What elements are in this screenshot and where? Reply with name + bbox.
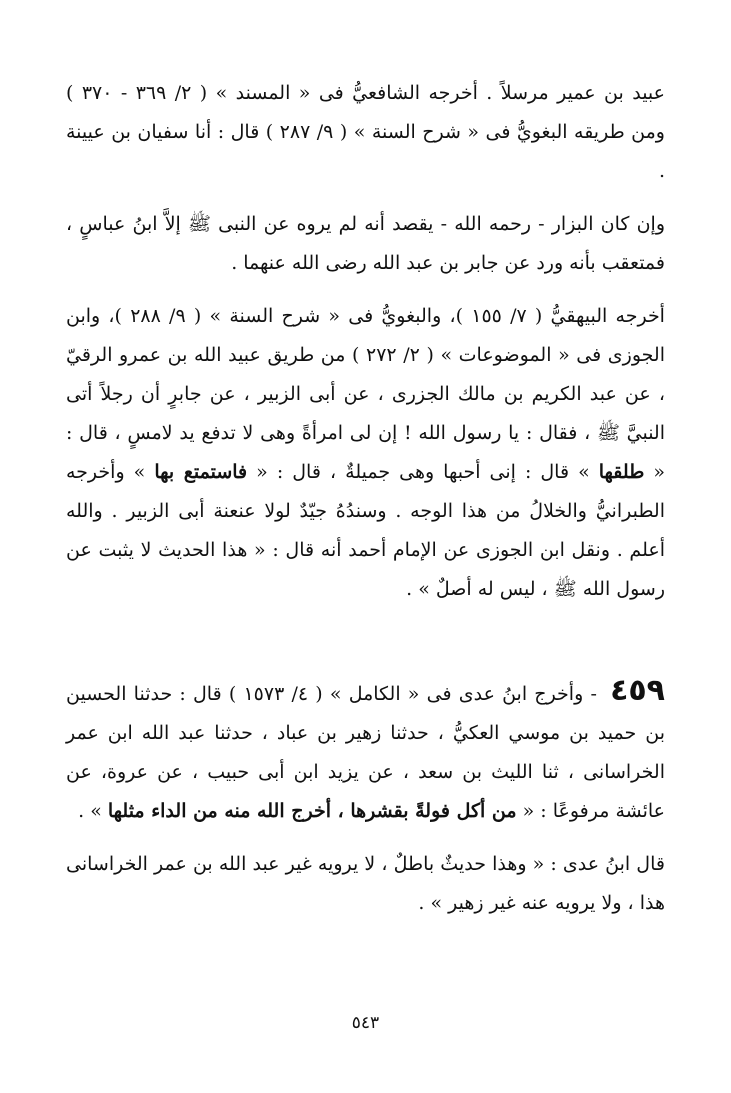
note-text-3d: » وأخرجه الطبرانيُّ والخلالُ من هذا الوجه . وسندُهُ جيّدٌ لولا عنعنة أبى الزبير . والله أعلم . ونقل ابن الجوزى عن الإمام أحمد أنه قال : « هذا الحديث لا يثبت عن رسول الله ﷺ ، ليس له أصلٌ » . [66, 461, 665, 600]
hadith-text-end: » . [78, 800, 108, 822]
hadith-paragraph [66, 671, 665, 831]
page-number: ٥٤٣ [351, 1013, 380, 1033]
note-text-3a: أخرجه البيهقيُّ ( ٧/ ١٥٥ )، والبغويُّ فى « شرح السنة » ( ٩/ ٢٨٨ )، وابن الجوزى فى « الموضوعات » ( ٢/ ٢٧٢ ) من طريق عبيد الله بن عمرو الرقيّ ، عن عبد الكريم بن مالك الجزرى ، عن أبى الزبير ، عن جابرٍ أن رجلاً أتى النبيَّ ﷺ ، فقال : يا رسول الله ! إن لى امرأةً وهى لا تدفع يد لامسٍ ، قال : « [66, 305, 665, 483]
note-paragraph-1 [66, 74, 665, 191]
page-content [66, 74, 665, 1053]
comment-text: قال ابنُ عدى : « وهذا حديثٌ باطلٌ ، لا يرويه غير عبد الله بن عمر الخراسانى هذا ، ولا يرويه عنه غير زهير » . [66, 853, 665, 914]
note-text-1: عبيد بن عمير مرسلاً . أخرجه الشافعيُّ فى « المسند » ( ٢/ ٣٦٩ - ٣٧٠ ) ومن طريقه البغويُّ فى « شرح السنة » ( ٩/ ٢٨٧ ) قال : أنا سفيان بن عيينة . [66, 82, 665, 182]
note-paragraph-3 [66, 297, 665, 609]
hadith-text: - وأخرج ابنُ عدى فى « الكامل » ( ٤/ ١٥٧٣ ) قال : حدثنا الحسين بن حميد بن موسي العكيُّ ، حدثنا زهير بن عباد ، حدثنا عبد الله ابن عمر الخراسانى ، ثنا الليث بن سعد ، عن يزيد ابن أبى حبيب ، عن عروة، عن عائشة مرفوعًا : « [66, 683, 665, 822]
section-spacer [66, 609, 665, 671]
spacer [66, 283, 665, 297]
hadith-bold-text: من أكل فولةً بقشرها ، أخرج الله منه من الداء مثلها [107, 800, 517, 822]
note-text-2: وإن كان البزار - رحمه الله - يقصد أنه لم يروه عن النبى ﷺ إلاَّ ابنُ عباسٍ ، فمتعقب بأنه ورد عن جابر بن عبد الله رضى الله عنهما . [66, 213, 665, 274]
note-paragraph-2 [66, 205, 665, 283]
comment-paragraph [66, 845, 665, 923]
note-text-3c: » قال : إنى أحبها وهى جميلةٌ ، قال : « [247, 461, 599, 483]
hadith-number: ٤٥٩ [610, 673, 665, 708]
note-bold-1: طلقها [598, 461, 645, 483]
note-bold-2: فاستمتع بها [154, 461, 248, 483]
spacer [66, 191, 665, 205]
spacer [66, 831, 665, 845]
